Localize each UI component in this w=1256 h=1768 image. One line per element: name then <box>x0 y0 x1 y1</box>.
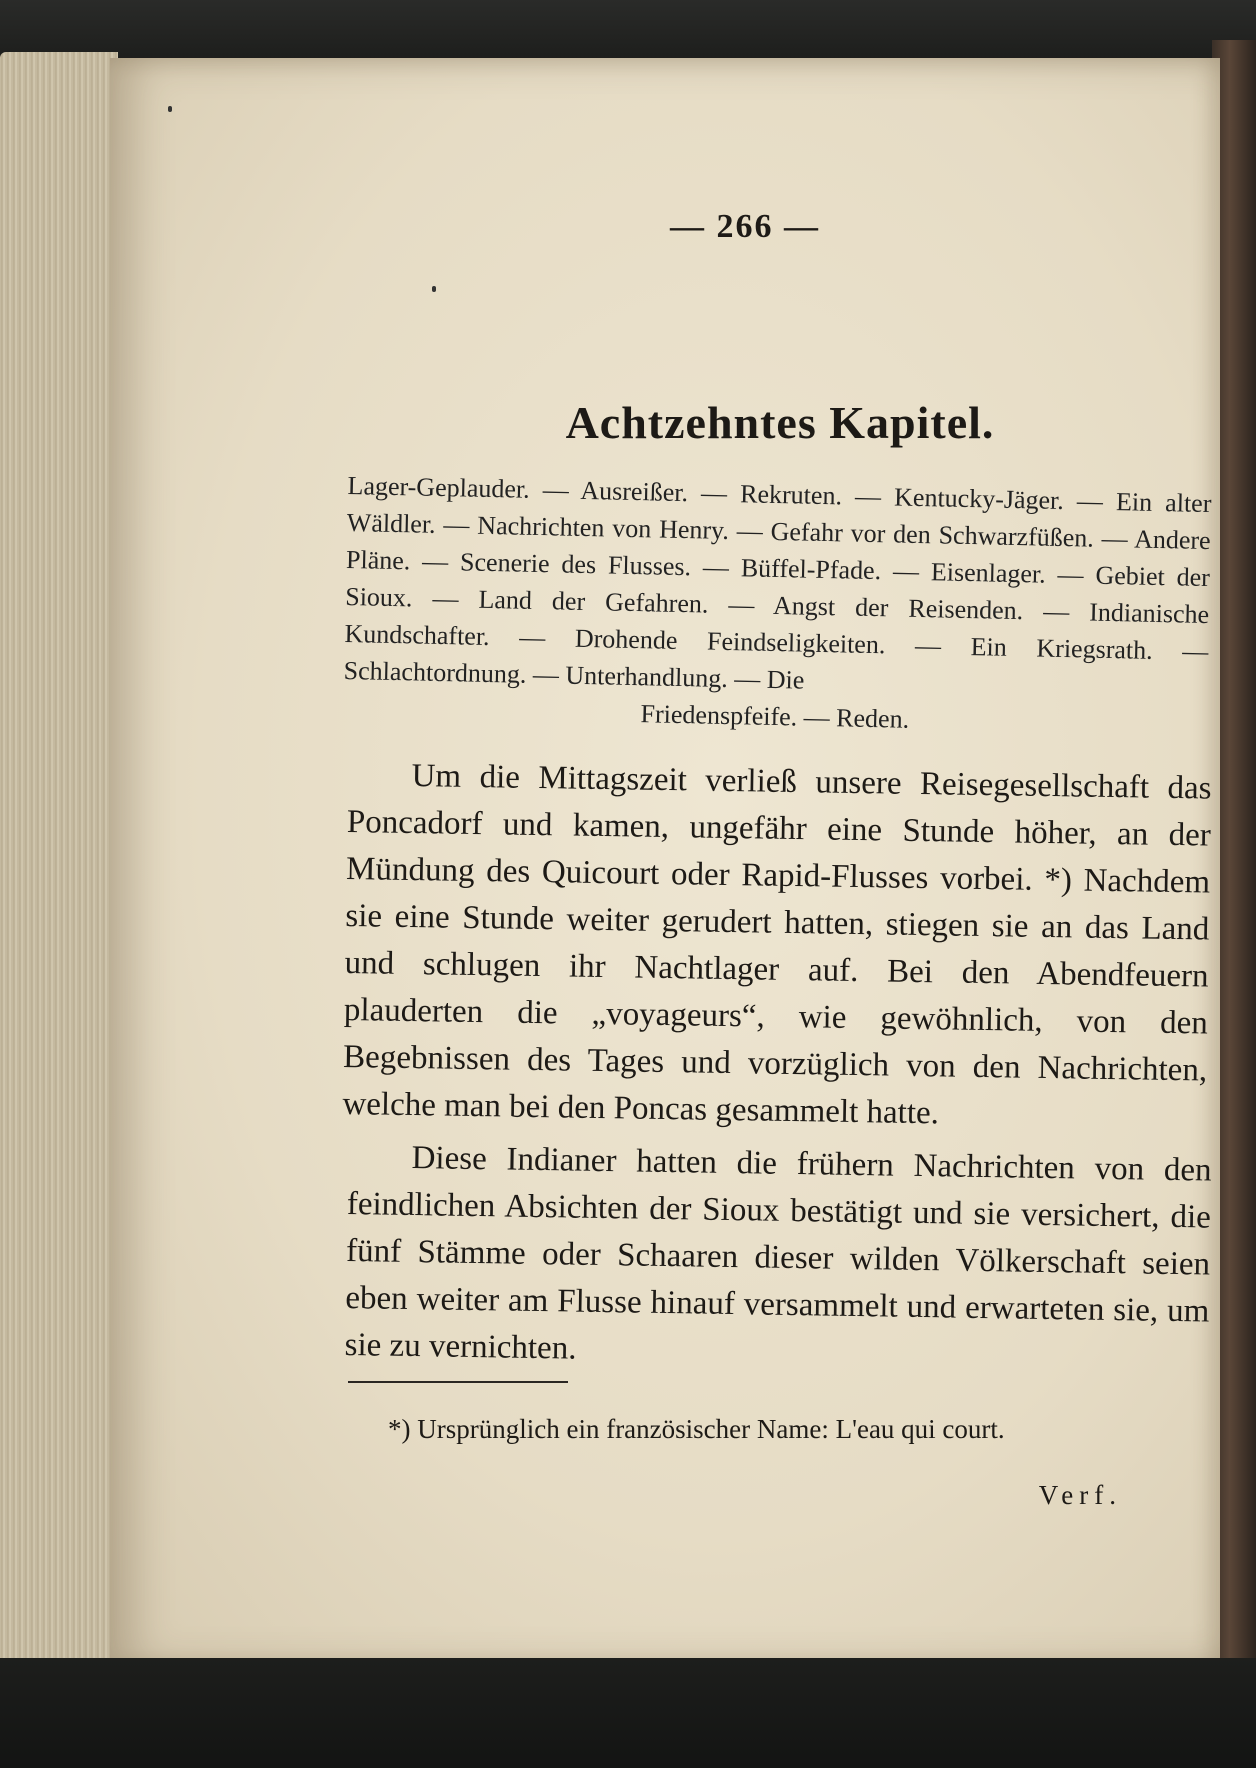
chapter-summary-last-line: Friedenspfeife. — Reden. <box>640 699 910 734</box>
chapter-summary <box>343 467 1212 744</box>
footnote: *) Ursprünglich ein französischer Name: L'eau qui court. <box>388 1414 1005 1444</box>
body-paragraph-1: Um die Mittagszeit verließ unsere Reisegesellschaft das Poncadorf und kamen, ungefähr eine Stunde höher, an der Mündung des Quicourt oder Rapid-Flusses vorbei. *) Nachdem sie eine Stunde weiter gerudert hatten, stiegen sie an das Land und schlugen ihr Nachtlager auf. Bei den Abendfeuern plauderten die „voyageurs“, wie gewöhnlich, von den Begebnissen des Tages und vorzüglich von den Nachrichten, welche man bei den Poncas gesammelt hatte. <box>342 758 1212 1132</box>
book-page <box>110 58 1220 1668</box>
page-stack-edges <box>0 52 118 1672</box>
footnote-author: Verf. <box>1038 1480 1122 1510</box>
table-background-bottom <box>0 1658 1256 1768</box>
chapter-title: Achtzehntes Kapitel. <box>565 397 995 448</box>
chapter-summary-text: Lager-Geplauder. — Ausreißer. — Rekruten. — Kentucky-Jäger. — Ein alter Wäldler. — Nachrichten von Henry. — Gefahr vor den Schwarzfüßen. — Andere Pläne. — Scenerie des Flusses. — Büffel-Pfade. — Eisenlager. — Gebiet der Sioux. — Land der Gefahren. — Angst der Reisenden. — Indianische Kundschafter. — Drohende Feindseligkeiten. — Ein Kriegsrath. — Schlachtordnung. — Unterhandlung. — Die <box>343 470 1212 695</box>
page-content <box>342 208 1212 1608</box>
paper-speck <box>168 106 172 112</box>
table-background-top <box>0 0 1256 60</box>
footnote-divider <box>348 1381 568 1383</box>
body-paragraph-2: Diese Indianer hatten die frühern Nachrichten von den feindlichen Absichten der Sioux bestätigt und sie versichert, die fünf Stämme oder Schaaren dieser wilden Völkerschaft seien eben weiter am Flusse hinauf versammelt und erwarteten sie, um sie zu vernichten. <box>344 1140 1212 1367</box>
page-number: — 266 — <box>670 208 820 245</box>
